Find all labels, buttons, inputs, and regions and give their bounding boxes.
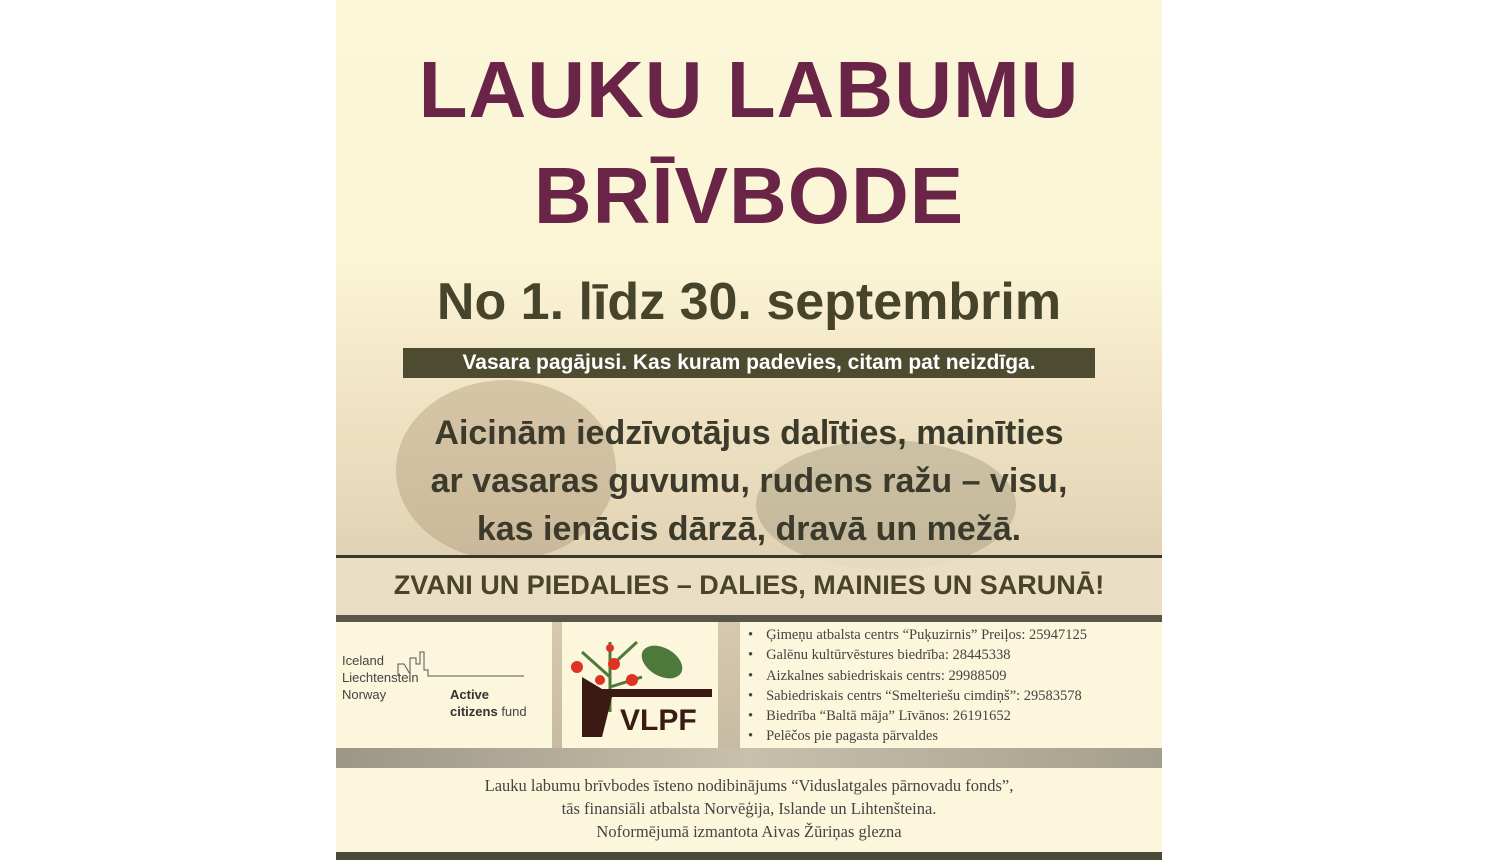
painting-background	[756, 440, 1016, 570]
footer-credits	[336, 768, 1162, 852]
vlpf-text: VLPF	[620, 704, 697, 737]
poster	[336, 0, 1162, 860]
contact-item: • Sabiedriskais centrs “Smelteriešu cimdiņš”: 29583578	[748, 686, 1087, 706]
divider	[336, 748, 1162, 768]
vlpf-logo	[562, 622, 718, 748]
invitation-line: kas ienācis dārzā, dravā un mežā.	[476, 510, 1022, 548]
footer-line: Lauku labumu brīvbodes īsteno nodibinājums “Viduslatgales pārnovadu fonds”,	[484, 776, 1014, 795]
invitation-line: ar vasaras guvumu, rudens ražu – visu,	[430, 462, 1068, 500]
footer-line: tās finansiāli atbalsta Norvēģija, Islande un Lihtenšteina.	[561, 799, 937, 818]
contact-item: • Biedrība “Baltā māja” Līvānos: 26191652	[748, 706, 1087, 726]
contact-item: • Ģimeņu atbalsta centrs “Puķuzirnis” Preiļos: 25947125	[748, 625, 1087, 645]
fund-word: citizens	[450, 704, 498, 719]
country: Norway	[342, 687, 387, 702]
eea-grants-logo	[336, 622, 552, 748]
fund-word: Active	[450, 687, 490, 702]
footer-line: Noformējumā izmantota Aivas Žūriņas glezna	[596, 822, 902, 841]
contact-item: • Pelēčos pie pagasta pārvaldes	[748, 726, 1087, 746]
bottom-edge	[336, 852, 1162, 860]
title-line-1: LAUKU LABUMU	[418, 45, 1080, 134]
date-range: No 1. līdz 30. septembrim	[436, 273, 1062, 331]
invitation-line: Aicinām iedzīvotājus dalīties, mainīties	[434, 414, 1064, 452]
eea-countries	[342, 652, 419, 703]
country: Iceland	[342, 653, 384, 668]
divider	[336, 615, 1162, 622]
call-to-action: ZVANI UN PIEDALIES – DALIES, MAINIES UN SARUNĀ!	[393, 570, 1105, 600]
title-line-2: BRĪVBODE	[533, 151, 965, 240]
active-citizens-fund	[450, 686, 527, 720]
contacts-list	[748, 625, 1087, 747]
subtitle-banner: Vasara pagājusi. Kas kuram padevies, citam pat neizdīga.	[403, 348, 1095, 378]
country: Liechtenstein	[342, 670, 419, 685]
fund-word: fund	[501, 704, 527, 719]
contacts-box	[740, 622, 1162, 748]
contact-item: • Aizkalnes sabiedriskais centrs: 29988509	[748, 666, 1087, 686]
contact-item: • Galēnu kultūrvēstures biedrība: 28445338	[748, 645, 1087, 665]
